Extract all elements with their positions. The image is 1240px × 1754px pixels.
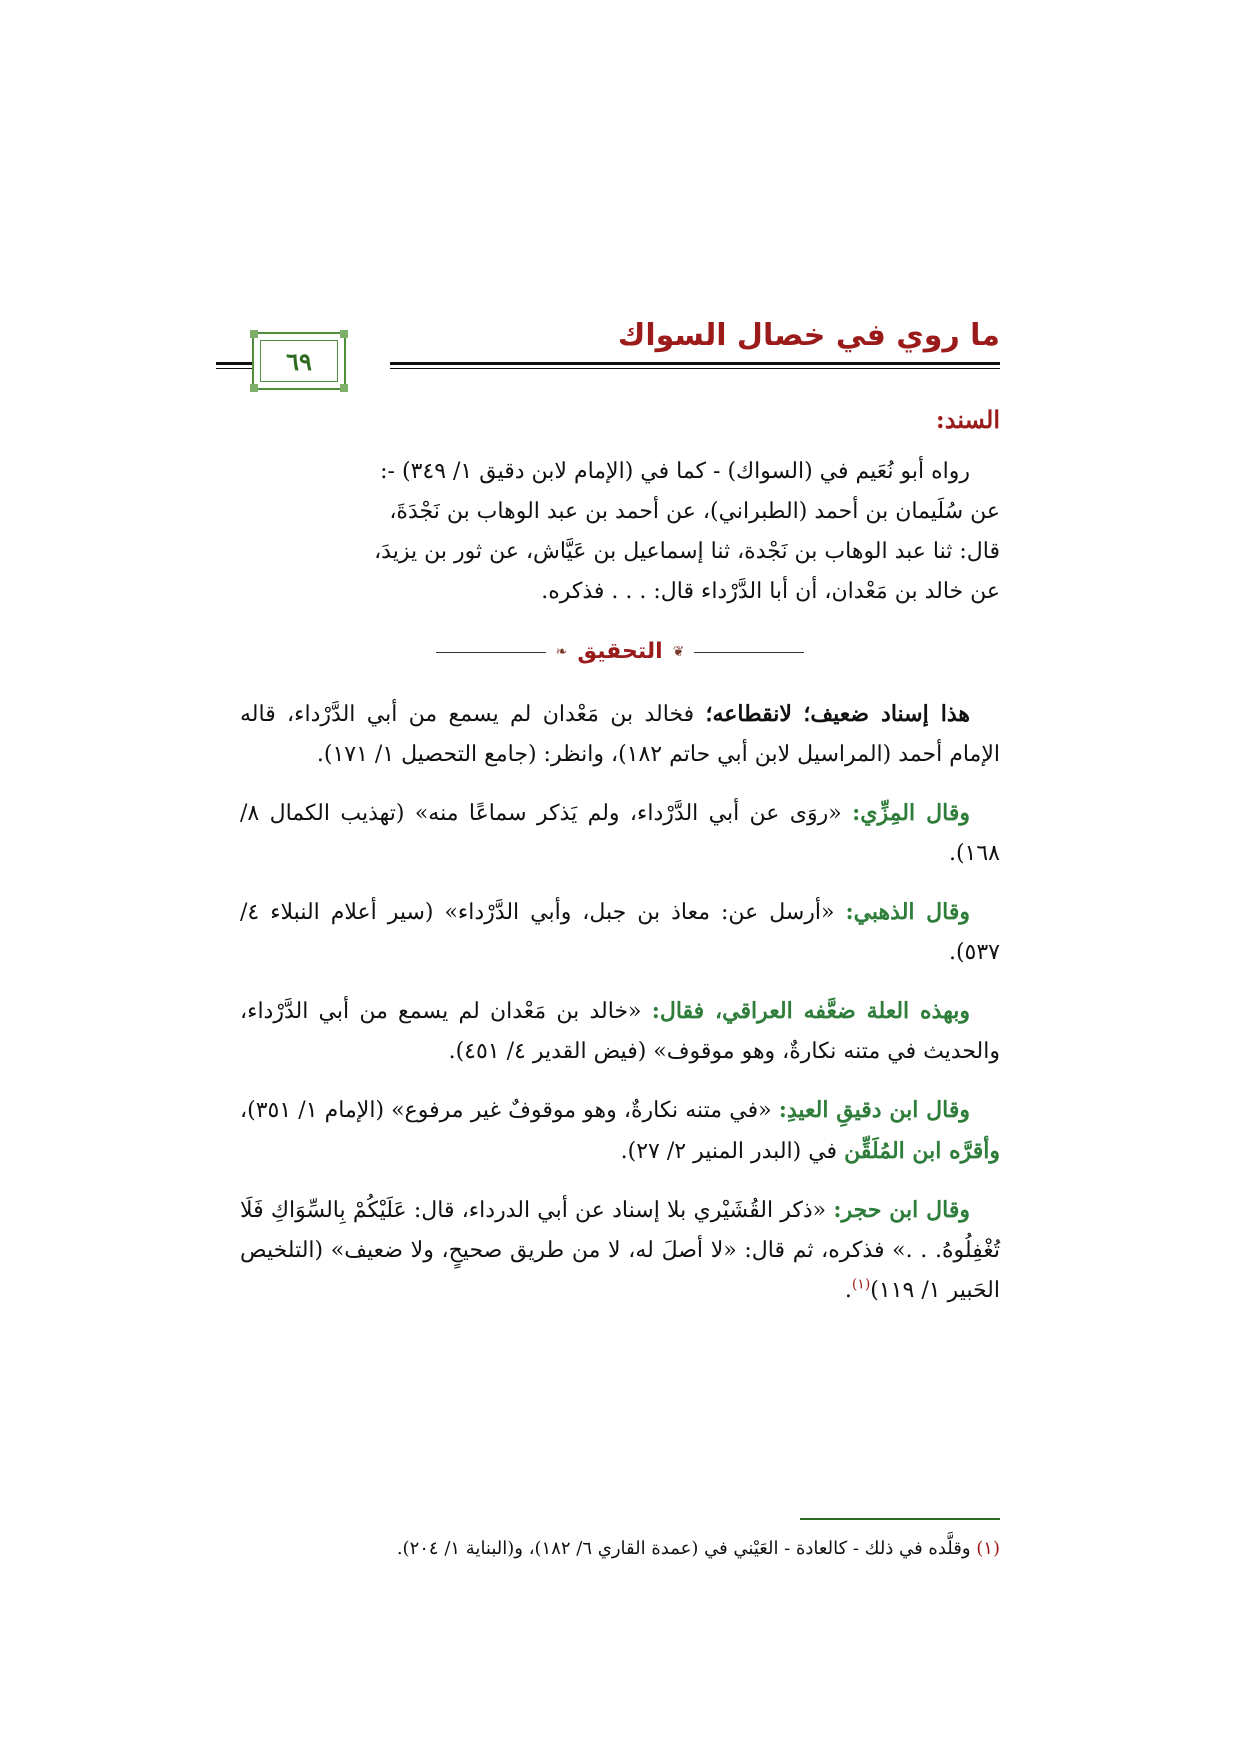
paragraph-text: «أرسل عن: معاذ بن جبل، وأبي الدَّرْداء» (سير أعلام النبلاء ٤/ ٥٣٧). [240,900,1000,965]
scholar-label: وقال ابن دقيقِ العيدِ: [778,1097,971,1123]
tahqiq-paragraph [240,1190,1000,1311]
paragraph-text: «في متنه نكارةٌ، وهو موقوفٌ غير مرفوع» (الإمام ١/ ٣٥١)، [240,1098,772,1123]
header-rule-top [390,362,1000,365]
footnote [240,1534,1000,1564]
scholar-label: وقال ابن حجر: [833,1197,970,1223]
scholar-label: وأقرَّه ابن المُلَقِّن [844,1138,1000,1164]
sanad-line: عن خالد بن مَعْدان، أن أبا الدَّرْداء قال: . . . فذكره. [541,579,1000,604]
sanad-line: عن سُلَيمان بن أحمد (الطبراني)، عن أحمد بن عبد الوهاب بن نَجْدَةَ، [389,499,1000,524]
scholar-label: وقال الذهبي: [845,899,970,925]
page-number-frame [252,332,346,390]
paragraph-text: فخالد بن مَعْدان لم يسمع من أبي الدَّرْداء، قاله الإمام أحمد (المراسيل لابن أبي حاتم ١٨٢)، وانظر: (جامع التحصيل ١/ ١٧١). [240,702,1000,767]
ornament-corner-icon [340,384,348,392]
tahqiq-paragraph [240,793,1000,874]
divider-line [436,652,546,653]
section-heading-tahqiq: التحقيق [577,639,663,664]
ornament-corner-icon [250,384,258,392]
ornament-corner-icon [250,330,258,338]
tahqiq-paragraph [240,991,1000,1072]
sanad-text [240,452,1000,612]
paragraph-text: في (البدر المنير ٢/ ٢٧). [620,1139,838,1164]
page-body [240,400,1000,1329]
scholar-label: وقال المِزِّي: [852,800,970,826]
reason-text: لانقطاعه؛ [705,701,792,727]
sanad-line: قال: ثنا عبد الوهاب بن نَجْدة، ثنا إسماعيل بن عَيَّاش، عن ثور بن يزيدَ، [374,539,1000,564]
ornament-flourish-icon: ❧ [555,644,568,660]
paragraph-text: «ذكر القُشَيْري بلا إسناد عن أبي الدرداء، قال: عَلَيْكُمْ بِالسِّوَاكِ فَلَا تُغْفِلُوهُ. . .» فذكره، ثم قال: «لا أصلَ له، لا من طريق صحيحٍ، ولا ضعيف» (التلخيص الحَبير ١/ ١١٩) [240,1198,1000,1303]
page-number-inner [260,340,338,382]
page-number: ٦٩ [286,346,312,376]
footnote-number: (١) [976,1538,1000,1559]
tahqiq-paragraph [240,892,1000,973]
sentence-end: . [844,1278,852,1303]
tahqiq-paragraph [240,1090,1000,1172]
running-header [240,318,1000,388]
chapter-title: ما روي في خصال السواك [617,318,1000,353]
tahqiq-paragraph [240,694,1000,775]
header-rule-bottom [390,368,1000,369]
ornament-corner-icon [340,330,348,338]
footnote-reference[interactable]: (١) [851,1276,871,1293]
paragraph-text: «روَى عن أبي الدَّرْداء، ولم يَذكر سماعًا منه» (تهذيب الكمال ٨/ ١٦٨). [240,801,1000,866]
header-rule-left-top [216,362,252,365]
scholar-label: وبهذه العلة ضعَّفه العراقي، فقال: [651,998,970,1024]
footnote-text: وقلَّده في ذلك - كالعادة - العَيْني في (عمدة القاري ٦/ ١٨٢)، و(البناية ١/ ٢٠٤). [396,1538,971,1559]
divider-line [694,652,804,653]
section-divider [240,632,1000,672]
paragraph-text: «خالد بن مَعْدان لم يسمع من أبي الدَّرْداء، والحديث في متنه نكارةٌ، وهو موقوف» (فيض القدير ٤/ ٤٥١). [240,999,1000,1064]
section-heading-sanad: السند: [935,405,1000,434]
verdict-text: هذا إسناد ضعيف؛ [803,701,970,727]
ornament-flourish-icon: ❦ [672,644,685,660]
header-rule-left-bottom [216,368,252,369]
sanad-line: رواه أبو نُعَيم في (السواك) - كما في (الإمام لابن دقيق ١/ ٣٤٩) -: [380,459,970,484]
footnote-separator [800,1518,1000,1520]
